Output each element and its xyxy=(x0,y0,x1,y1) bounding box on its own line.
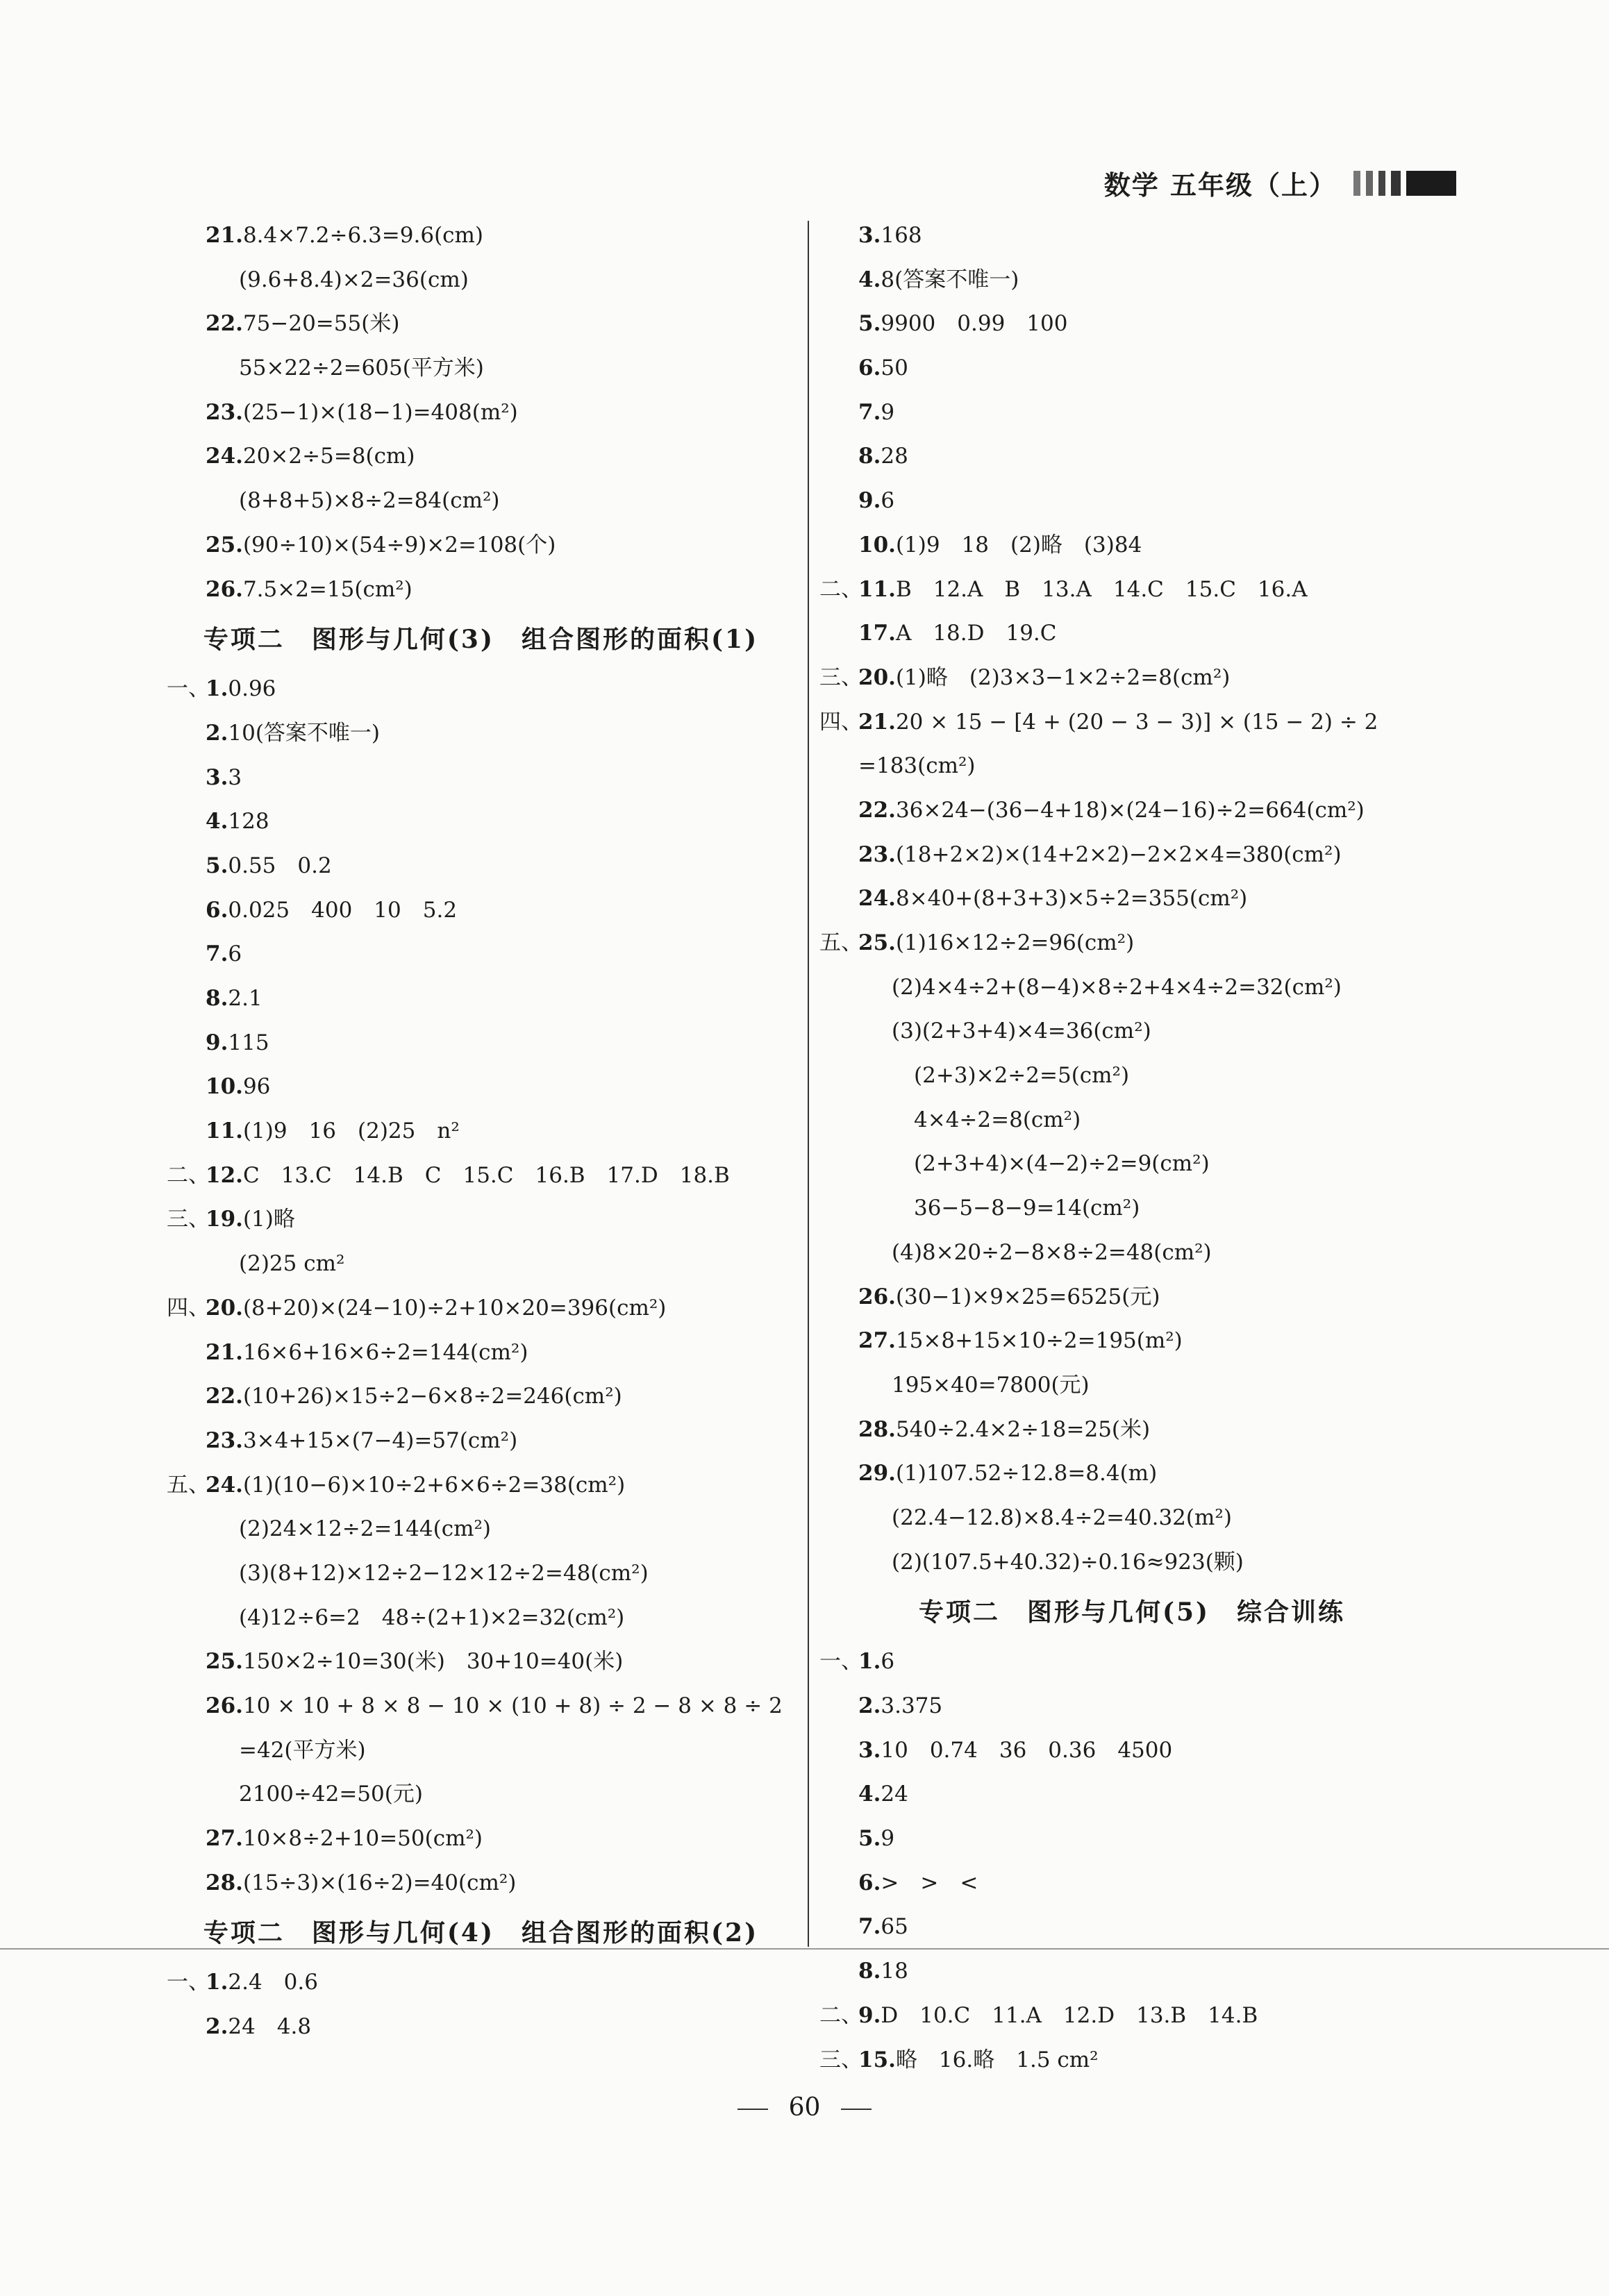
answer-text: (25−1)×(18−1)=408(m²) xyxy=(242,399,518,425)
answer-text: (4)8×20÷2−8×8÷2=48(cm²) xyxy=(892,1239,1212,1265)
answer-text: B 12.A B 13.A 14.C 15.C 16.A xyxy=(895,576,1308,602)
question-number: 25. xyxy=(206,532,243,558)
section-marker: 五、 xyxy=(167,1472,210,1498)
question-number: 26. xyxy=(206,1693,243,1718)
answer-line xyxy=(819,1729,1444,1773)
answer-text: 36−5−8−9=14(cm²) xyxy=(914,1196,1140,1221)
answer-text: (9.6+8.4)×2=36(cm) xyxy=(239,267,469,292)
question-number: 23. xyxy=(206,1427,243,1453)
answer-line xyxy=(167,756,795,801)
question-number: 25. xyxy=(206,1649,243,1675)
answer-line xyxy=(819,877,1444,921)
section-marker: 二、 xyxy=(819,576,862,602)
answer-line xyxy=(819,1275,1444,1320)
question-number: 20. xyxy=(206,1295,243,1321)
answer-text: (1)(10−6)×10÷2+6×6÷2=38(cm²) xyxy=(242,1472,626,1498)
question-number: 3. xyxy=(858,1737,881,1763)
left-column xyxy=(167,214,795,2050)
answer-line xyxy=(167,1242,795,1287)
question-number: 24. xyxy=(206,444,243,469)
answer-line xyxy=(819,1541,1444,1585)
answer-line xyxy=(819,1319,1444,1364)
answer-text: (15÷3)×(16÷2)=40(cm²) xyxy=(242,1870,517,1895)
question-number: 22. xyxy=(206,311,243,337)
answer-text: 9 xyxy=(881,1826,895,1852)
question-number: 4. xyxy=(858,267,881,292)
answer-text: (2+3+4)×(4−2)÷2=9(cm²) xyxy=(914,1151,1210,1177)
question-number: 24. xyxy=(206,1472,243,1498)
question-number: 8. xyxy=(206,986,228,1011)
answer-line xyxy=(819,1950,1444,1994)
answer-line xyxy=(167,1375,795,1419)
answer-line xyxy=(819,1054,1444,1098)
answer-line xyxy=(167,1021,795,1066)
answer-text: (2)(107.5+40.32)÷0.16≈923(颗) xyxy=(892,1549,1244,1575)
question-number: 20. xyxy=(858,664,896,690)
question-number: 1. xyxy=(858,1649,881,1675)
answer-text: (10+26)×15÷2−6×8÷2=246(cm²) xyxy=(242,1384,622,1409)
answer-line xyxy=(819,656,1444,701)
answer-text: (1)9 16 (2)25 n² xyxy=(242,1118,460,1144)
answer-text: =42(平方米) xyxy=(239,1737,366,1763)
question-number: 21. xyxy=(206,223,243,248)
answer-text: 24 xyxy=(881,1782,908,1807)
answer-line xyxy=(819,1905,1444,1950)
answer-line xyxy=(167,346,795,391)
answer-line xyxy=(819,1408,1444,1452)
question-number: 3. xyxy=(858,223,881,248)
answer-line xyxy=(167,523,795,568)
answer-line xyxy=(167,1552,795,1596)
answer-line xyxy=(167,568,795,612)
question-number: 6. xyxy=(858,1870,881,1895)
question-number: 23. xyxy=(206,399,243,425)
section-marker: 四、 xyxy=(167,1295,210,1321)
answer-text: (1)略 (2)3×3−1×2÷2=8(cm²) xyxy=(895,664,1231,690)
answer-text: 6 xyxy=(881,1649,895,1675)
answer-line xyxy=(167,1861,795,1906)
answer-line xyxy=(819,1142,1444,1187)
header-title: 数学 五年级（上） xyxy=(1103,169,1337,201)
answer-line xyxy=(819,1640,1444,1684)
answer-line xyxy=(167,214,795,258)
answer-line xyxy=(167,479,795,523)
answer-line xyxy=(819,744,1444,789)
question-number: 9. xyxy=(206,1030,228,1055)
answer-text: 75−20=55(米) xyxy=(242,311,400,337)
answer-text: 8.4×7.2÷6.3=9.6(cm) xyxy=(242,223,484,248)
answer-line xyxy=(167,391,795,435)
section-marker: 一、 xyxy=(819,1649,862,1675)
question-number: 22. xyxy=(858,797,896,823)
answer-line xyxy=(819,435,1444,479)
question-number: 7. xyxy=(858,399,881,425)
answer-line xyxy=(167,435,795,479)
answer-line xyxy=(819,346,1444,391)
answer-text: 10 0.74 36 0.36 4500 xyxy=(881,1737,1173,1763)
question-number: 22. xyxy=(206,1384,243,1409)
answer-line xyxy=(819,1187,1444,1231)
question-number: 8. xyxy=(858,444,881,469)
answer-line xyxy=(167,1684,795,1729)
answer-text: 3×4+15×(7−4)=57(cm²) xyxy=(242,1427,518,1453)
answer-text: 7.5×2=15(cm²) xyxy=(242,576,412,602)
answer-text: (1)107.52÷12.8=8.4(m) xyxy=(895,1461,1158,1486)
question-number: 6. xyxy=(858,355,881,381)
answer-line xyxy=(167,1154,795,1198)
answer-line xyxy=(167,1331,795,1375)
answer-line xyxy=(167,1729,795,1773)
answer-text: =183(cm²) xyxy=(858,753,976,779)
question-number: 1. xyxy=(206,1970,228,1995)
question-number: 2. xyxy=(206,720,228,746)
section-marker: 一、 xyxy=(167,676,210,702)
question-number: 3. xyxy=(206,764,228,790)
answer-line xyxy=(167,1109,795,1154)
page-footer xyxy=(0,2093,1609,2122)
section-marker: 四、 xyxy=(819,709,862,735)
question-number: 29. xyxy=(858,1461,896,1486)
question-number: 28. xyxy=(858,1416,896,1442)
answer-text: 10(答案不唯一) xyxy=(228,720,381,746)
question-number: 11. xyxy=(206,1118,243,1144)
answer-line xyxy=(167,1198,795,1242)
answer-text: 195×40=7800(元) xyxy=(892,1372,1090,1398)
question-number: 17. xyxy=(858,621,896,646)
answer-text: 2.4 0.6 xyxy=(228,1970,318,1995)
footer-dash-left xyxy=(737,2109,768,2110)
answer-line xyxy=(167,1961,795,2005)
answer-line xyxy=(167,1419,795,1464)
answer-text: 8(答案不唯一) xyxy=(881,267,1019,292)
answer-text: 8×40+(8+3+3)×5÷2=355(cm²) xyxy=(895,886,1248,912)
answer-text: 24 4.8 xyxy=(228,2014,312,2040)
answer-line xyxy=(819,789,1444,833)
answer-text: 50 xyxy=(881,355,908,381)
answer-line xyxy=(819,1364,1444,1408)
answer-text: 16×6+16×6÷2=144(cm²) xyxy=(242,1339,528,1365)
answer-text: 3.375 xyxy=(881,1693,943,1718)
question-number: 26. xyxy=(206,576,243,602)
answer-text: (1)略 xyxy=(242,1207,295,1232)
answer-text: 115 xyxy=(228,1030,269,1055)
answer-text: (2)4×4÷2+(8−4)×8÷2+4×4÷2=32(cm²) xyxy=(892,974,1342,1000)
question-number: 25. xyxy=(858,930,896,955)
answer-text: D 10.C 11.A 12.D 13.B 14.B xyxy=(881,2002,1258,2028)
answer-text: (3)(8+12)×12÷2−12×12÷2=48(cm²) xyxy=(239,1560,649,1586)
answer-text: 540÷2.4×2÷18=25(米) xyxy=(895,1416,1151,1442)
section-marker: 一、 xyxy=(167,1970,210,1995)
answer-line xyxy=(819,1098,1444,1143)
answer-line xyxy=(819,1773,1444,1817)
question-number: 7. xyxy=(858,1914,881,1940)
question-number: 9. xyxy=(858,488,881,514)
answer-line xyxy=(819,612,1444,656)
question-number: 27. xyxy=(858,1328,896,1354)
answer-line xyxy=(819,523,1444,568)
answer-text: (2+3)×2÷2=5(cm²) xyxy=(914,1063,1130,1089)
answer-line xyxy=(819,966,1444,1010)
answer-text: 168 xyxy=(881,223,922,248)
answer-line xyxy=(167,1507,795,1552)
answer-text: 18 xyxy=(881,1959,908,1984)
answer-line xyxy=(819,833,1444,878)
answer-line xyxy=(819,568,1444,612)
question-number: 26. xyxy=(858,1284,896,1309)
answer-line xyxy=(167,844,795,889)
answer-text: 20×2÷5=8(cm) xyxy=(242,444,415,469)
page-number: 60 xyxy=(788,2093,821,2122)
answer-text: (18+2×2)×(14+2×2)−2×2×4=380(cm²) xyxy=(895,841,1342,867)
answer-line xyxy=(819,391,1444,435)
answer-line xyxy=(167,667,795,712)
answer-text: 96 xyxy=(242,1074,271,1100)
answer-line xyxy=(819,1231,1444,1275)
answer-text: 略 16.略 1.5 cm² xyxy=(895,2047,1099,2072)
question-number: 7. xyxy=(206,941,228,967)
question-number: 23. xyxy=(858,841,896,867)
answer-line xyxy=(819,302,1444,346)
answer-text: 0.96 xyxy=(228,676,276,702)
answer-text: > > < xyxy=(881,1870,978,1895)
answer-text: 128 xyxy=(228,809,269,835)
answer-text: 0.55 0.2 xyxy=(228,853,332,878)
answer-text: 20 × 15 − [4 + (20 − 3 − 3)] × (15 − 2) ÷ 2 xyxy=(895,709,1378,735)
answer-line xyxy=(819,1496,1444,1541)
answer-text: 2100÷42=50(元) xyxy=(239,1782,423,1807)
answer-line xyxy=(167,1065,795,1109)
right-column xyxy=(819,214,1444,2082)
question-number: 19. xyxy=(206,1207,243,1232)
answer-line xyxy=(167,1287,795,1331)
column-divider xyxy=(808,221,809,1947)
question-number: 4. xyxy=(206,809,228,835)
answer-line xyxy=(819,1994,1444,2038)
answer-text: A 18.D 19.C xyxy=(895,621,1057,646)
answer-line xyxy=(819,214,1444,258)
answer-line xyxy=(167,1464,795,1508)
answer-line xyxy=(167,932,795,977)
question-number: 11. xyxy=(858,576,896,602)
answer-line xyxy=(819,1684,1444,1729)
answer-text: 36×24−(36−4+18)×(24−16)÷2=664(cm²) xyxy=(895,797,1365,823)
footer-dash-right xyxy=(841,2109,872,2110)
answer-line xyxy=(819,479,1444,523)
answer-text: (2)24×12÷2=144(cm²) xyxy=(239,1516,491,1542)
question-number: 5. xyxy=(858,311,881,337)
section-heading: 专项二 图形与几何(4) 组合图形的面积(2) xyxy=(203,1918,759,1948)
answer-text: 10 × 10 + 8 × 8 − 10 × (10 + 8) ÷ 2 − 8 × 8 ÷ 2 xyxy=(242,1693,783,1718)
answer-text: 6 xyxy=(881,488,895,514)
answer-text: 4×4÷2=8(cm²) xyxy=(914,1107,1081,1132)
answer-line xyxy=(819,1452,1444,1496)
header-decoration xyxy=(1353,171,1456,196)
question-number: 10. xyxy=(206,1074,243,1100)
answer-line xyxy=(819,921,1444,966)
question-number: 10. xyxy=(858,532,896,558)
question-number: 24. xyxy=(858,886,896,912)
answer-text: (90÷10)×(54÷9)×2=108(个) xyxy=(242,532,556,558)
answer-text: (8+20)×(24−10)÷2+10×20=396(cm²) xyxy=(242,1295,667,1321)
page-header xyxy=(1104,164,1456,202)
answer-text: 28 xyxy=(881,444,908,469)
answer-line xyxy=(167,1640,795,1684)
section-marker: 五、 xyxy=(819,930,862,955)
answer-text: (8+8+5)×8÷2=84(cm²) xyxy=(239,488,500,514)
section-heading: 专项二 图形与几何(5) 综合训练 xyxy=(918,1598,1346,1627)
section-marker: 二、 xyxy=(819,2002,862,2028)
answer-line xyxy=(167,1773,795,1817)
section-heading: 专项二 图形与几何(3) 组合图形的面积(1) xyxy=(203,625,759,655)
question-number: 2. xyxy=(858,1693,881,1718)
answer-text: (4)12÷6=2 48÷(2+1)×2=32(cm²) xyxy=(239,1604,625,1630)
answer-line xyxy=(819,1861,1444,1906)
answer-line xyxy=(167,712,795,756)
section-marker: 三、 xyxy=(819,2047,862,2072)
question-number: 28. xyxy=(206,1870,243,1895)
question-number: 8. xyxy=(858,1959,881,1984)
answer-text: (22.4−12.8)×8.4÷2=40.32(m²) xyxy=(892,1505,1232,1530)
answer-line xyxy=(819,1009,1444,1054)
question-number: 6. xyxy=(206,897,228,923)
question-number: 27. xyxy=(206,1826,243,1852)
answer-text: (2)25 cm² xyxy=(239,1251,345,1277)
answer-text: 6 xyxy=(228,941,242,967)
answer-line xyxy=(819,258,1444,303)
question-number: 21. xyxy=(858,709,896,735)
answer-text: 15×8+15×10÷2=195(m²) xyxy=(895,1328,1183,1354)
question-number: 15. xyxy=(858,2047,896,2072)
answer-text: 0.025 400 10 5.2 xyxy=(228,897,458,923)
answer-line xyxy=(819,701,1444,745)
section-marker: 三、 xyxy=(167,1207,210,1232)
answer-line xyxy=(167,1596,795,1641)
answer-line xyxy=(167,2005,795,2050)
question-number: 9. xyxy=(858,2002,881,2028)
question-number: 1. xyxy=(206,676,228,702)
answer-text: 3 xyxy=(228,764,242,790)
answer-line xyxy=(167,889,795,933)
answer-text: (30−1)×9×25=6525(元) xyxy=(895,1284,1160,1309)
question-number: 12. xyxy=(206,1162,243,1188)
question-number: 5. xyxy=(206,853,228,878)
answer-line xyxy=(167,258,795,303)
answer-text: (1)9 18 (2)略 (3)84 xyxy=(895,532,1142,558)
answer-line xyxy=(167,800,795,844)
answer-line xyxy=(167,977,795,1021)
question-number: 21. xyxy=(206,1339,243,1365)
answer-text: 10×8÷2+10=50(cm²) xyxy=(242,1826,483,1852)
answer-text: 55×22÷2=605(平方米) xyxy=(239,355,484,381)
answer-text: (1)16×12÷2=96(cm²) xyxy=(895,930,1135,955)
answer-line xyxy=(819,2038,1444,2083)
question-number: 2. xyxy=(206,2014,228,2040)
answer-text: 9 xyxy=(881,399,895,425)
answer-line xyxy=(167,302,795,346)
section-marker: 三、 xyxy=(819,664,862,690)
answer-text: C 13.C 14.B C 15.C 16.B 17.D 18.B xyxy=(242,1162,730,1188)
section-marker: 二、 xyxy=(167,1162,210,1188)
answer-text: 2.1 xyxy=(228,986,262,1011)
answer-text: 9900 0.99 100 xyxy=(881,311,1068,337)
question-number: 4. xyxy=(858,1782,881,1807)
answer-text: (3)(2+3+4)×4=36(cm²) xyxy=(892,1019,1151,1044)
answer-text: 65 xyxy=(881,1914,908,1940)
answer-line xyxy=(819,1817,1444,1861)
answer-line xyxy=(167,1817,795,1861)
answer-text: 150×2÷10=30(米) 30+10=40(米) xyxy=(242,1649,624,1675)
question-number: 5. xyxy=(858,1826,881,1852)
